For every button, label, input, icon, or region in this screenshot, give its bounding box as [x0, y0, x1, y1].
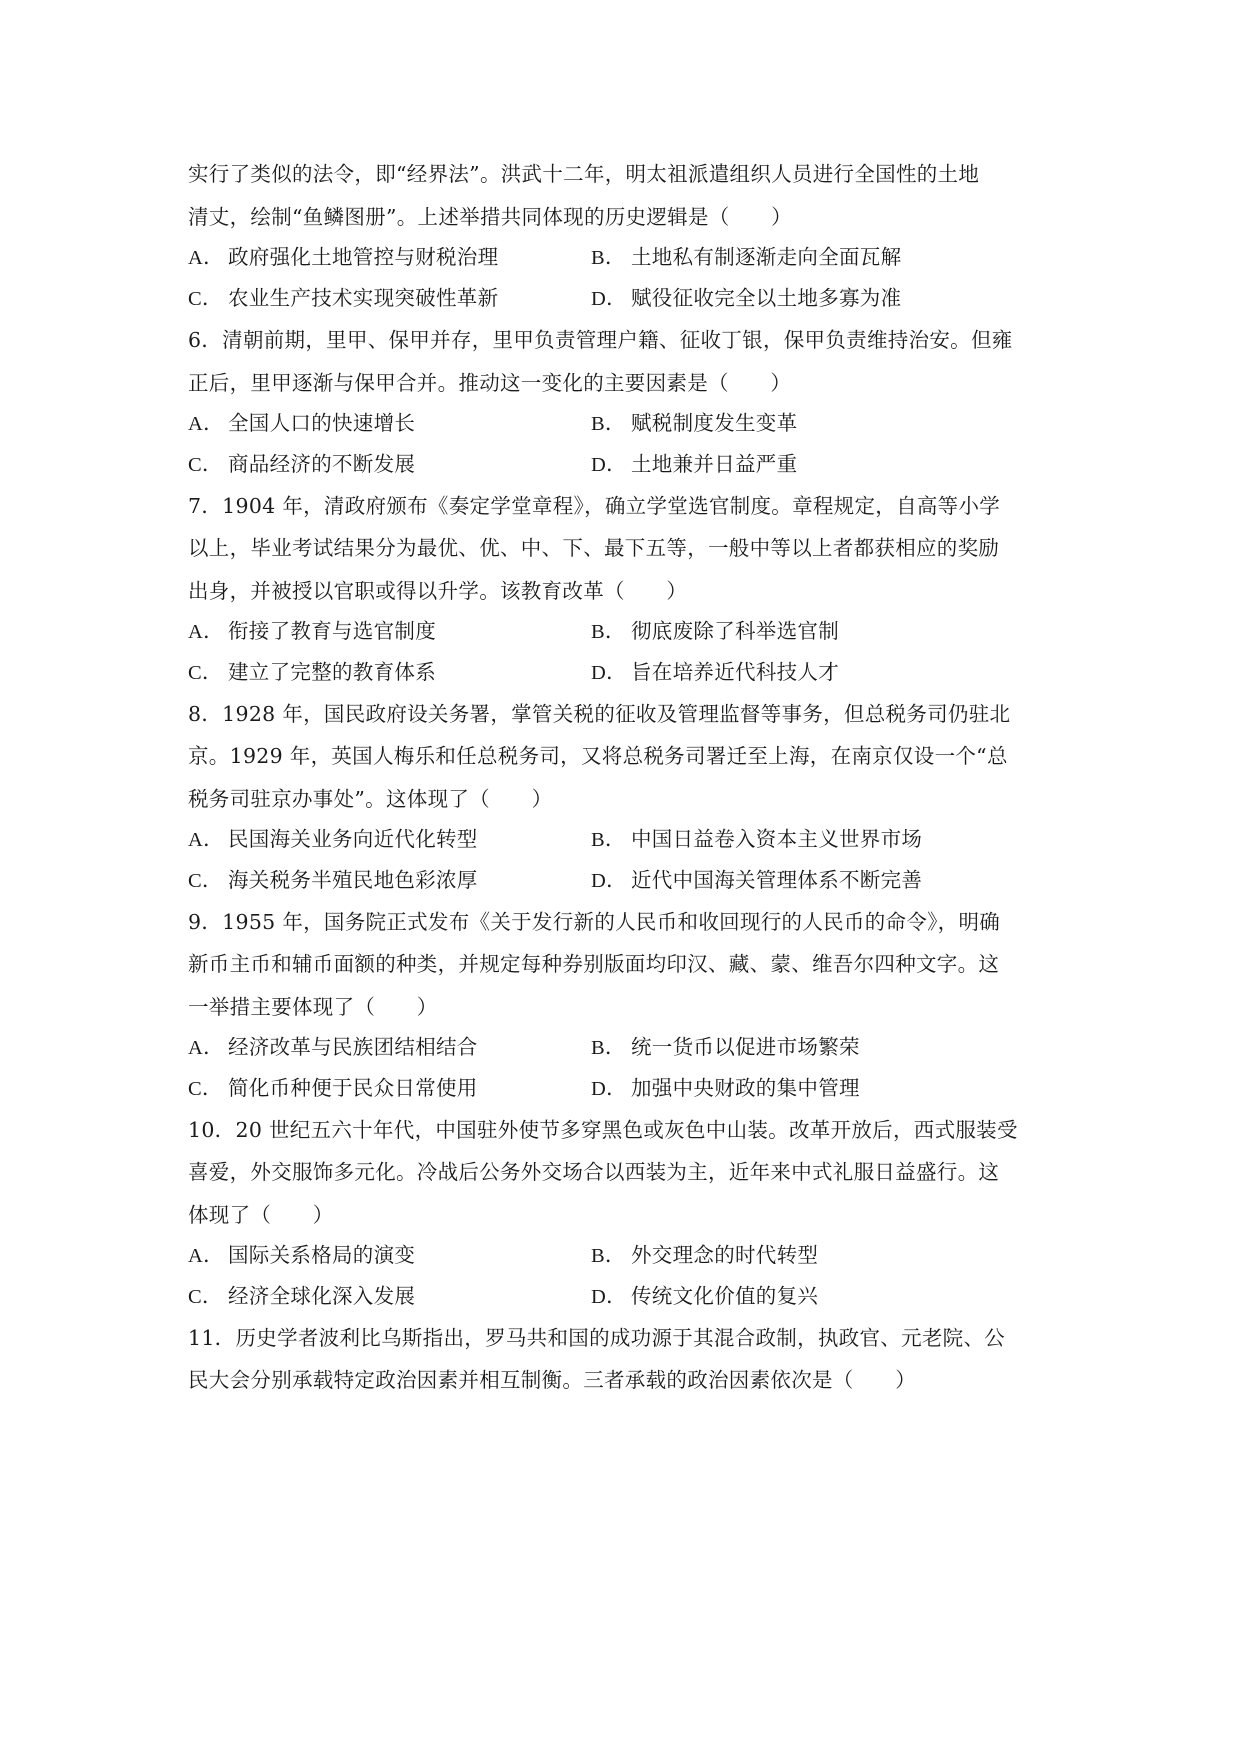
q7-option-d[interactable]: D． 旨在培养近代科技人才	[591, 660, 839, 684]
q9-option-b[interactable]: B． 统一货币以促进市场繁荣	[591, 1035, 860, 1059]
q5-option-a[interactable]: A． 政府强化土地管控与财税治理	[188, 245, 499, 269]
q10-option-c[interactable]: C． 经济全球化深入发展	[188, 1284, 416, 1308]
q9-stem-line-2: 新币主币和辅币面额的种类，并规定每种券别版面均印汉、藏、蒙、维吾尔四种文字。这	[188, 952, 1000, 976]
q8-option-d[interactable]: D． 近代中国海关管理体系不断完善	[591, 868, 923, 892]
q7-stem-line-1: 7．1904 年，清政府颁布《奏定学堂章程》，确立学堂选官制度。章程规定，自高等小学	[188, 494, 1001, 518]
q8-option-a[interactable]: A． 民国海关业务向近代化转型	[188, 827, 478, 851]
q5-stem-line-2: 清丈，绘制“鱼鳞图册”。上述举措共同体现的历史逻辑是（ ）	[188, 205, 792, 229]
q10-option-b[interactable]: B． 外交理念的时代转型	[591, 1243, 819, 1267]
q5-option-d[interactable]: D． 赋役征收完全以土地多寡为准	[591, 286, 902, 310]
q8-stem-line-2: 京。1929 年，英国人梅乐和任总税务司，又将总税务司署迁至上海，在南京仅设一个“总	[188, 744, 1008, 768]
q10-stem-line-2: 喜爱，外交服饰多元化。冷战后公务外交场合以西装为主，近年来中式礼服日益盛行。这	[188, 1160, 1000, 1184]
q10-stem-line-1: 10．20 世纪五六十年代，中国驻外使节多穿黑色或灰色中山装。改革开放后，西式服装受	[188, 1118, 1018, 1142]
q9-option-c[interactable]: C． 简化币种便于民众日常使用	[188, 1076, 478, 1100]
q9-option-d[interactable]: D． 加强中央财政的集中管理	[591, 1076, 860, 1100]
q9-stem-line-3: 一举措主要体现了（ ）	[188, 995, 438, 1019]
q7-stem-line-2: 以上，毕业考试结果分为最优、优、中、下、最下五等，一般中等以上者都获相应的奖励	[188, 536, 1000, 560]
q10-option-d[interactable]: D． 传统文化价值的复兴	[591, 1284, 819, 1308]
q6-stem-line-1: 6．清朝前期，里甲、保甲并存，里甲负责管理户籍、征收丁银，保甲负责维持治安。但雍	[188, 328, 1013, 352]
q6-option-c[interactable]: C． 商品经济的不断发展	[188, 452, 416, 476]
q8-option-c[interactable]: C． 海关税务半殖民地色彩浓厚	[188, 868, 478, 892]
q6-option-d[interactable]: D． 土地兼并日益严重	[591, 452, 798, 476]
q9-option-a[interactable]: A． 经济改革与民族团结相结合	[188, 1035, 478, 1059]
q8-stem-line-1: 8．1928 年，国民政府设关务署，掌管关税的征收及管理监督等事务，但总税务司仍驻北	[188, 702, 1011, 726]
q7-option-a[interactable]: A． 衔接了教育与选官制度	[188, 619, 436, 643]
q6-option-b[interactable]: B． 赋税制度发生变革	[591, 411, 798, 435]
q6-stem-line-2: 正后，里甲逐渐与保甲合并。推动这一变化的主要因素是（ ）	[188, 371, 792, 395]
q7-option-b[interactable]: B． 彻底废除了科举选官制	[591, 619, 839, 643]
q7-option-c[interactable]: C． 建立了完整的教育体系	[188, 660, 436, 684]
q11-stem-line-1: 11．历史学者波利比乌斯指出，罗马共和国的成功源于其混合政制，执政官、元老院、公	[188, 1326, 1006, 1350]
q10-stem-line-3: 体现了（ ）	[188, 1203, 334, 1227]
q5-stem-line-1: 实行了类似的法令，即“经界法”。洪武十二年，明太祖派遣组织人员进行全国性的土地	[188, 162, 980, 186]
q11-stem-line-2: 民大会分别承载特定政治因素并相互制衡。三者承载的政治因素依次是（ ）	[188, 1368, 916, 1392]
q7-stem-line-3: 出身，并被授以官职或得以升学。该教育改革（ ）	[188, 579, 688, 603]
q5-option-c[interactable]: C． 农业生产技术实现突破性革新	[188, 286, 499, 310]
q8-option-b[interactable]: B． 中国日益卷入资本主义世界市场	[591, 827, 923, 851]
q8-stem-line-3: 税务司驻京办事处”。这体现了（ ）	[188, 787, 553, 811]
q10-option-a[interactable]: A． 国际关系格局的演变	[188, 1243, 416, 1267]
q9-stem-line-1: 9．1955 年，国务院正式发布《关于发行新的人民币和收回现行的人民币的命令》，明确	[188, 910, 1001, 934]
q5-option-b[interactable]: B． 土地私有制逐渐走向全面瓦解	[591, 245, 902, 269]
q6-option-a[interactable]: A． 全国人口的快速增长	[188, 411, 416, 435]
